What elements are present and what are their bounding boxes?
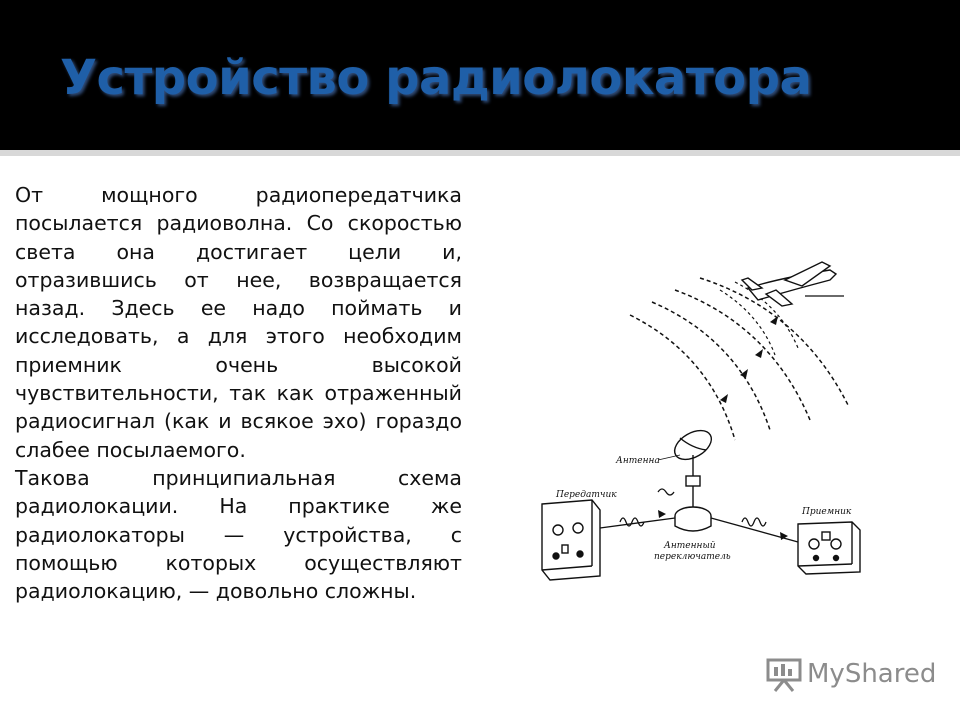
switch-label-line2: переключатель: [654, 552, 731, 562]
receiver-box-icon: [798, 522, 860, 574]
transmitter-label: Передатчик: [556, 490, 617, 500]
radar-diagram: [530, 260, 890, 600]
title-divider: [0, 150, 960, 156]
transmitter-box-icon: [542, 500, 600, 580]
antenna-dish-icon: [670, 425, 717, 486]
radar-diagram-drawing: [530, 260, 890, 600]
antenna-label: Антенна: [616, 456, 660, 466]
switch-label-line1: Антенный: [664, 541, 716, 551]
paragraph-2: Такова принципиальная схема радиолокации. На практике же радиолокаторы — устройства, с помощью которых осуществляют радиолокацию, — довольно сложны.: [15, 465, 462, 604]
paragraph-1: От мощного радиопередатчика посылается радиоволна. Со скоростью света она достигает цели и, отразившись от нее, возвращается назад. Здесь ее надо поймать и исследовать, а для этого необходим приемник очень высокой чувствительности, так как отраженный радиосигнал (как и всякое эхо) гораздо слабее посылаемого.: [15, 183, 462, 462]
airplane-icon: [742, 262, 844, 306]
outgoing-waves: [630, 278, 848, 440]
wave-direction-arrows: [720, 316, 778, 403]
receiver-label: Приемник: [802, 507, 852, 517]
title-bar: [0, 0, 960, 150]
slide-title: Устройство радиолокатора: [60, 50, 812, 106]
antenna-switch-icon: [675, 486, 711, 531]
myshared-watermark: [765, 654, 935, 694]
slide-body: [15, 181, 462, 605]
presentation-board-icon: [765, 656, 803, 692]
watermark-text: MyShared: [807, 659, 937, 689]
